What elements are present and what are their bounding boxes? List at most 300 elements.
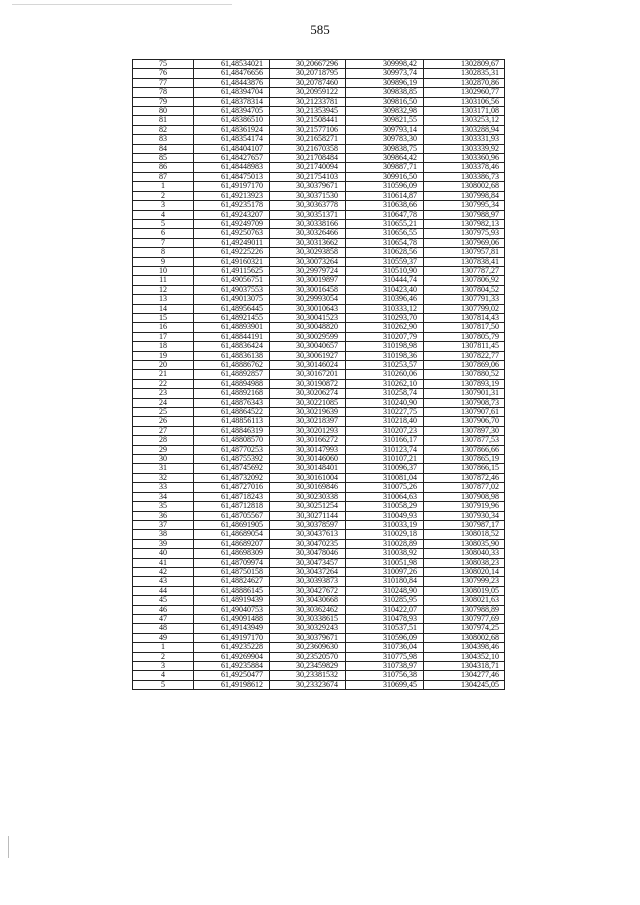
point-number-cell: 16 <box>133 323 194 332</box>
longitude-cell: 30,21353945 <box>270 107 346 116</box>
longitude-cell: 30,30147993 <box>270 445 346 454</box>
table-row <box>133 483 505 492</box>
point-number-cell: 33 <box>133 483 194 492</box>
point-number-cell: 42 <box>133 567 194 576</box>
longitude-cell: 30,30478046 <box>270 549 346 558</box>
y-coordinate-cell: 1307822,77 <box>424 351 505 360</box>
x-coordinate-cell: 310736,04 <box>346 643 424 652</box>
x-coordinate-cell: 310638,66 <box>346 201 424 210</box>
longitude-cell: 30,30019897 <box>270 276 346 285</box>
y-coordinate-cell: 1308035,90 <box>424 539 505 548</box>
longitude-cell: 30,30338615 <box>270 614 346 623</box>
x-coordinate-cell: 310285,95 <box>346 596 424 605</box>
x-coordinate-cell: 310180,84 <box>346 577 424 586</box>
table-row <box>133 266 505 275</box>
x-coordinate-cell: 310262,10 <box>346 379 424 388</box>
longitude-cell: 30,30437264 <box>270 567 346 576</box>
y-coordinate-cell: 1307893,19 <box>424 379 505 388</box>
latitude-cell: 61,49197170 <box>194 633 270 642</box>
table-row <box>133 276 505 285</box>
latitude-cell: 61,49243207 <box>194 210 270 219</box>
point-number-cell: 4 <box>133 671 194 680</box>
x-coordinate-cell: 309838,75 <box>346 144 424 153</box>
y-coordinate-cell: 1307998,84 <box>424 191 505 200</box>
latitude-cell: 61,48712818 <box>194 502 270 511</box>
x-coordinate-cell: 310049,93 <box>346 511 424 520</box>
x-coordinate-cell: 310656,55 <box>346 229 424 238</box>
longitude-cell: 30,30378597 <box>270 520 346 529</box>
latitude-cell: 61,48718243 <box>194 492 270 501</box>
x-coordinate-cell: 310064,63 <box>346 492 424 501</box>
table-row <box>133 191 505 200</box>
latitude-cell: 61,48836138 <box>194 351 270 360</box>
longitude-cell: 30,30351371 <box>270 210 346 219</box>
longitude-cell: 30,30201293 <box>270 426 346 435</box>
latitude-cell: 61,49235884 <box>194 662 270 671</box>
table-row <box>133 614 505 623</box>
longitude-cell: 30,30016458 <box>270 285 346 294</box>
x-coordinate-cell: 310333,12 <box>346 304 424 313</box>
latitude-cell: 61,49197170 <box>194 182 270 191</box>
latitude-cell: 61,48808570 <box>194 436 270 445</box>
latitude-cell: 61,48378314 <box>194 97 270 106</box>
longitude-cell: 30,30362462 <box>270 605 346 614</box>
latitude-cell: 61,49250763 <box>194 229 270 238</box>
longitude-cell: 30,23609630 <box>270 643 346 652</box>
longitude-cell: 30,30148401 <box>270 464 346 473</box>
latitude-cell: 61,48893901 <box>194 323 270 332</box>
table-row <box>133 182 505 191</box>
point-number-cell: 2 <box>133 652 194 661</box>
y-coordinate-cell: 1307901,31 <box>424 389 505 398</box>
x-coordinate-cell: 310596,09 <box>346 182 424 191</box>
x-coordinate-cell: 310227,75 <box>346 408 424 417</box>
point-number-cell: 76 <box>133 69 194 78</box>
longitude-cell: 30,30363778 <box>270 201 346 210</box>
y-coordinate-cell: 1303171,08 <box>424 107 505 116</box>
latitude-cell: 61,48354174 <box>194 135 270 144</box>
y-coordinate-cell: 1308040,33 <box>424 549 505 558</box>
latitude-cell: 61,48475013 <box>194 172 270 181</box>
table-row <box>133 492 505 501</box>
latitude-cell: 61,49013075 <box>194 295 270 304</box>
latitude-cell: 61,49040753 <box>194 605 270 614</box>
page-number: 585 <box>310 22 330 37</box>
longitude-cell: 30,30161004 <box>270 473 346 482</box>
latitude-cell: 61,48894988 <box>194 379 270 388</box>
latitude-cell: 61,48448983 <box>194 163 270 172</box>
table-row <box>133 586 505 595</box>
table-row <box>133 671 505 680</box>
x-coordinate-cell: 310028,89 <box>346 539 424 548</box>
point-number-cell: 80 <box>133 107 194 116</box>
x-coordinate-cell: 309998,42 <box>346 60 424 69</box>
x-coordinate-cell: 310260,06 <box>346 370 424 379</box>
point-number-cell: 77 <box>133 78 194 87</box>
point-number-cell: 12 <box>133 285 194 294</box>
point-number-cell: 27 <box>133 426 194 435</box>
latitude-cell: 61,49198612 <box>194 680 270 689</box>
y-coordinate-cell: 1307791,33 <box>424 295 505 304</box>
y-coordinate-cell: 1303331,93 <box>424 135 505 144</box>
table-row <box>133 436 505 445</box>
longitude-cell: 30,23520570 <box>270 652 346 661</box>
latitude-cell: 61,48856113 <box>194 417 270 426</box>
x-coordinate-cell: 310293,70 <box>346 313 424 322</box>
point-number-cell: 79 <box>133 97 194 106</box>
table-row <box>133 163 505 172</box>
point-number-cell: 84 <box>133 144 194 153</box>
table-row <box>133 60 505 69</box>
x-coordinate-cell: 310198,36 <box>346 351 424 360</box>
table-row <box>133 624 505 633</box>
y-coordinate-cell: 1303360,96 <box>424 154 505 163</box>
longitude-cell: 30,30473457 <box>270 558 346 567</box>
latitude-cell: 61,48755392 <box>194 455 270 464</box>
point-number-cell: 1 <box>133 182 194 191</box>
y-coordinate-cell: 1307988,97 <box>424 210 505 219</box>
point-number-cell: 83 <box>133 135 194 144</box>
x-coordinate-cell: 310033,19 <box>346 520 424 529</box>
x-coordinate-cell: 310248,90 <box>346 586 424 595</box>
table-row <box>133 313 505 322</box>
x-coordinate-cell: 309864,42 <box>346 154 424 163</box>
point-number-cell: 3 <box>133 201 194 210</box>
table-row <box>133 662 505 671</box>
table-row <box>133 78 505 87</box>
longitude-cell: 30,30218397 <box>270 417 346 426</box>
y-coordinate-cell: 1307969,06 <box>424 238 505 247</box>
longitude-cell: 30,30169846 <box>270 483 346 492</box>
latitude-cell: 61,48404107 <box>194 144 270 153</box>
x-coordinate-cell: 310258,74 <box>346 389 424 398</box>
table-row <box>133 88 505 97</box>
point-number-cell: 4 <box>133 210 194 219</box>
longitude-cell: 30,21740094 <box>270 163 346 172</box>
x-coordinate-cell: 310051,98 <box>346 558 424 567</box>
y-coordinate-cell: 1307799,02 <box>424 304 505 313</box>
point-number-cell: 34 <box>133 492 194 501</box>
table-row <box>133 201 505 210</box>
table-row <box>133 295 505 304</box>
point-number-cell: 30 <box>133 455 194 464</box>
x-coordinate-cell: 309783,30 <box>346 135 424 144</box>
latitude-cell: 61,49250477 <box>194 671 270 680</box>
y-coordinate-cell: 1304398,46 <box>424 643 505 652</box>
point-number-cell: 48 <box>133 624 194 633</box>
longitude-cell: 30,29993054 <box>270 295 346 304</box>
latitude-cell: 61,48876343 <box>194 398 270 407</box>
longitude-cell: 30,30470235 <box>270 539 346 548</box>
x-coordinate-cell: 310207,79 <box>346 332 424 341</box>
point-number-cell: 39 <box>133 539 194 548</box>
y-coordinate-cell: 1308018,52 <box>424 530 505 539</box>
y-coordinate-cell: 1307806,92 <box>424 276 505 285</box>
latitude-cell: 61,48892857 <box>194 370 270 379</box>
x-coordinate-cell: 310029,18 <box>346 530 424 539</box>
y-coordinate-cell: 1307877,53 <box>424 436 505 445</box>
table-row <box>133 389 505 398</box>
latitude-cell: 61,48427657 <box>194 154 270 163</box>
x-coordinate-cell: 310444,74 <box>346 276 424 285</box>
y-coordinate-cell: 1307977,69 <box>424 614 505 623</box>
table-row <box>133 361 505 370</box>
latitude-cell: 61,49249011 <box>194 238 270 247</box>
scan-edge-line <box>12 4 232 5</box>
point-number-cell: 35 <box>133 502 194 511</box>
table-row <box>133 323 505 332</box>
table-row <box>133 116 505 125</box>
table-row <box>133 445 505 454</box>
longitude-cell: 30,30379671 <box>270 633 346 642</box>
latitude-cell: 61,48534021 <box>194 60 270 69</box>
longitude-cell: 30,30073264 <box>270 257 346 266</box>
point-number-cell: 17 <box>133 332 194 341</box>
point-number-cell: 18 <box>133 342 194 351</box>
point-number-cell: 36 <box>133 511 194 520</box>
point-number-cell: 82 <box>133 125 194 134</box>
point-number-cell: 2 <box>133 191 194 200</box>
y-coordinate-cell: 1307804,52 <box>424 285 505 294</box>
table-row <box>133 107 505 116</box>
x-coordinate-cell: 309838,85 <box>346 88 424 97</box>
latitude-cell: 61,49056751 <box>194 276 270 285</box>
coordinates-table-container <box>132 59 504 690</box>
longitude-cell: 30,21233781 <box>270 97 346 106</box>
point-number-cell: 21 <box>133 370 194 379</box>
longitude-cell: 30,20667296 <box>270 60 346 69</box>
x-coordinate-cell: 310240,90 <box>346 398 424 407</box>
y-coordinate-cell: 1307866,66 <box>424 445 505 454</box>
latitude-cell: 61,48443876 <box>194 78 270 87</box>
latitude-cell: 61,48836424 <box>194 342 270 351</box>
x-coordinate-cell: 310253,57 <box>346 361 424 370</box>
table-row <box>133 398 505 407</box>
point-number-cell: 26 <box>133 417 194 426</box>
table-row <box>133 511 505 520</box>
longitude-cell: 30,21577106 <box>270 125 346 134</box>
table-row <box>133 125 505 134</box>
y-coordinate-cell: 1303288,94 <box>424 125 505 134</box>
table-row <box>133 144 505 153</box>
point-number-cell: 31 <box>133 464 194 473</box>
point-number-cell: 87 <box>133 172 194 181</box>
latitude-cell: 61,48709974 <box>194 558 270 567</box>
longitude-cell: 30,30040657 <box>270 342 346 351</box>
longitude-cell: 30,30379671 <box>270 182 346 191</box>
longitude-cell: 30,20718795 <box>270 69 346 78</box>
coordinates-table <box>132 59 505 690</box>
latitude-cell: 61,48864522 <box>194 408 270 417</box>
y-coordinate-cell: 1307974,25 <box>424 624 505 633</box>
longitude-cell: 30,30206274 <box>270 389 346 398</box>
table-row <box>133 351 505 360</box>
longitude-cell: 30,29979724 <box>270 266 346 275</box>
y-coordinate-cell: 1303253,12 <box>424 116 505 125</box>
latitude-cell: 61,48727016 <box>194 483 270 492</box>
point-number-cell: 49 <box>133 633 194 642</box>
x-coordinate-cell: 310207,23 <box>346 426 424 435</box>
latitude-cell: 61,48892168 <box>194 389 270 398</box>
table-row <box>133 596 505 605</box>
point-number-cell: 10 <box>133 266 194 275</box>
table-row <box>133 558 505 567</box>
table-row <box>133 652 505 661</box>
y-coordinate-cell: 1304318,71 <box>424 662 505 671</box>
latitude-cell: 61,48689207 <box>194 539 270 548</box>
latitude-cell: 61,49269904 <box>194 652 270 661</box>
y-coordinate-cell: 1307908,98 <box>424 492 505 501</box>
latitude-cell: 61,48844191 <box>194 332 270 341</box>
point-number-cell: 6 <box>133 229 194 238</box>
y-coordinate-cell: 1307982,13 <box>424 219 505 228</box>
x-coordinate-cell: 309821,55 <box>346 116 424 125</box>
latitude-cell: 61,48921455 <box>194 313 270 322</box>
latitude-cell: 61,48846319 <box>194 426 270 435</box>
latitude-cell: 61,48705567 <box>194 511 270 520</box>
latitude-cell: 61,48919439 <box>194 596 270 605</box>
table-row <box>133 473 505 482</box>
point-number-cell: 9 <box>133 257 194 266</box>
table-row <box>133 633 505 642</box>
x-coordinate-cell: 310058,29 <box>346 502 424 511</box>
table-row <box>133 455 505 464</box>
y-coordinate-cell: 1308019,05 <box>424 586 505 595</box>
point-number-cell: 47 <box>133 614 194 623</box>
y-coordinate-cell: 1307811,45 <box>424 342 505 351</box>
table-row <box>133 502 505 511</box>
y-coordinate-cell: 1307908,73 <box>424 398 505 407</box>
y-coordinate-cell: 1307919,96 <box>424 502 505 511</box>
longitude-cell: 30,30251254 <box>270 502 346 511</box>
x-coordinate-cell: 309793,14 <box>346 125 424 134</box>
longitude-cell: 30,30271144 <box>270 511 346 520</box>
table-row <box>133 643 505 652</box>
point-number-cell: 25 <box>133 408 194 417</box>
longitude-cell: 30,30167201 <box>270 370 346 379</box>
table-row <box>133 238 505 247</box>
longitude-cell: 30,30041523 <box>270 313 346 322</box>
longitude-cell: 30,21670358 <box>270 144 346 153</box>
x-coordinate-cell: 309832,98 <box>346 107 424 116</box>
latitude-cell: 61,48394705 <box>194 107 270 116</box>
y-coordinate-cell: 1307897,30 <box>424 426 505 435</box>
y-coordinate-cell: 1307987,17 <box>424 520 505 529</box>
table-row <box>133 229 505 238</box>
y-coordinate-cell: 1307838,41 <box>424 257 505 266</box>
table-row <box>133 154 505 163</box>
y-coordinate-cell: 1307930,34 <box>424 511 505 520</box>
point-number-cell: 40 <box>133 549 194 558</box>
x-coordinate-cell: 310596,09 <box>346 633 424 642</box>
latitude-cell: 61,49143949 <box>194 624 270 633</box>
table-row <box>133 464 505 473</box>
y-coordinate-cell: 1307877,02 <box>424 483 505 492</box>
table-row <box>133 172 505 181</box>
y-coordinate-cell: 1307814,43 <box>424 313 505 322</box>
y-coordinate-cell: 1307988,89 <box>424 605 505 614</box>
x-coordinate-cell: 310123,74 <box>346 445 424 454</box>
y-coordinate-cell: 1302835,31 <box>424 69 505 78</box>
longitude-cell: 30,30313662 <box>270 238 346 247</box>
latitude-cell: 61,48361924 <box>194 125 270 134</box>
longitude-cell: 30,23381532 <box>270 671 346 680</box>
y-coordinate-cell: 1308038,23 <box>424 558 505 567</box>
y-coordinate-cell: 1308002,68 <box>424 182 505 191</box>
table-row <box>133 257 505 266</box>
x-coordinate-cell: 310198,98 <box>346 342 424 351</box>
y-coordinate-cell: 1303378,46 <box>424 163 505 172</box>
y-coordinate-cell: 1304245,05 <box>424 680 505 689</box>
longitude-cell: 30,30329243 <box>270 624 346 633</box>
x-coordinate-cell: 310647,78 <box>346 210 424 219</box>
table-row <box>133 520 505 529</box>
x-coordinate-cell: 309973,74 <box>346 69 424 78</box>
y-coordinate-cell: 1308002,68 <box>424 633 505 642</box>
latitude-cell: 61,49037553 <box>194 285 270 294</box>
scan-margin-mark <box>8 836 9 858</box>
latitude-cell: 61,49225226 <box>194 248 270 257</box>
x-coordinate-cell: 310096,37 <box>346 464 424 473</box>
point-number-cell: 22 <box>133 379 194 388</box>
point-number-cell: 5 <box>133 219 194 228</box>
point-number-cell: 23 <box>133 389 194 398</box>
longitude-cell: 30,23459829 <box>270 662 346 671</box>
x-coordinate-cell: 310699,45 <box>346 680 424 689</box>
y-coordinate-cell: 1308021,63 <box>424 596 505 605</box>
y-coordinate-cell: 1307866,15 <box>424 464 505 473</box>
table-row <box>133 69 505 78</box>
table-row <box>133 97 505 106</box>
longitude-cell: 30,30010643 <box>270 304 346 313</box>
table-row <box>133 577 505 586</box>
coordinates-table-body <box>133 60 505 690</box>
x-coordinate-cell: 309896,19 <box>346 78 424 87</box>
y-coordinate-cell: 1307906,70 <box>424 417 505 426</box>
table-row <box>133 285 505 294</box>
longitude-cell: 30,30146060 <box>270 455 346 464</box>
point-number-cell: 85 <box>133 154 194 163</box>
latitude-cell: 61,49249709 <box>194 219 270 228</box>
longitude-cell: 30,30326466 <box>270 229 346 238</box>
point-number-cell: 28 <box>133 436 194 445</box>
latitude-cell: 61,49091488 <box>194 614 270 623</box>
y-coordinate-cell: 1308020,14 <box>424 567 505 576</box>
table-row <box>133 210 505 219</box>
latitude-cell: 61,48770253 <box>194 445 270 454</box>
longitude-cell: 30,21754103 <box>270 172 346 181</box>
longitude-cell: 30,30219639 <box>270 408 346 417</box>
latitude-cell: 61,48386510 <box>194 116 270 125</box>
x-coordinate-cell: 310262,90 <box>346 323 424 332</box>
y-coordinate-cell: 1307865,19 <box>424 455 505 464</box>
latitude-cell: 61,48476656 <box>194 69 270 78</box>
x-coordinate-cell: 309916,50 <box>346 172 424 181</box>
x-coordinate-cell: 310107,21 <box>346 455 424 464</box>
latitude-cell: 61,48886762 <box>194 361 270 370</box>
y-coordinate-cell: 1303106,56 <box>424 97 505 106</box>
table-row <box>133 539 505 548</box>
longitude-cell: 30,30146024 <box>270 361 346 370</box>
longitude-cell: 30,30437613 <box>270 530 346 539</box>
table-row <box>133 549 505 558</box>
point-number-cell: 19 <box>133 351 194 360</box>
latitude-cell: 61,48689054 <box>194 530 270 539</box>
latitude-cell: 61,48886145 <box>194 586 270 595</box>
x-coordinate-cell: 310654,78 <box>346 238 424 247</box>
y-coordinate-cell: 1307787,27 <box>424 266 505 275</box>
point-number-cell: 46 <box>133 605 194 614</box>
